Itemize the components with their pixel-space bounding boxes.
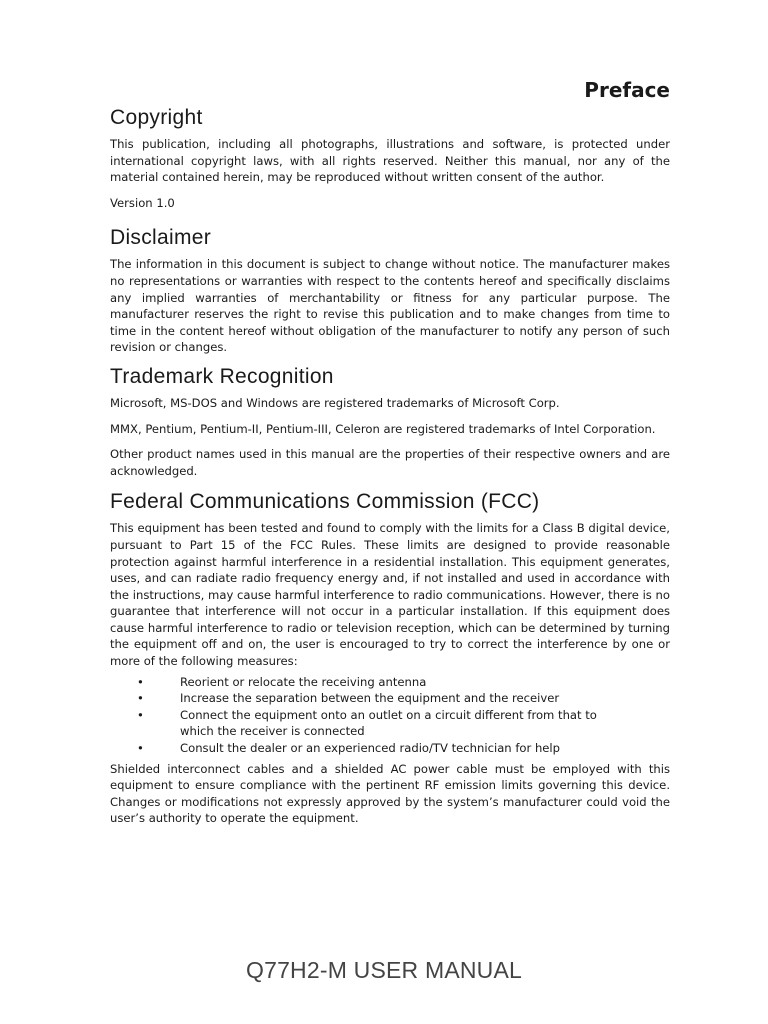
measure-text: Connect the equipment onto an outlet on a circuit different from that to xyxy=(180,707,597,722)
page-footer: Q77H2-M USER MANUAL xyxy=(245,957,523,983)
measure-text-continued: which the receiver is connected xyxy=(180,724,365,739)
bullet-icon: • xyxy=(137,674,144,689)
page-content xyxy=(110,78,670,836)
copyright-section xyxy=(110,106,670,211)
bullet-icon: • xyxy=(137,691,144,706)
list-item xyxy=(110,707,670,740)
page-title: Preface xyxy=(584,78,670,102)
copyright-heading: Copyright xyxy=(110,106,203,129)
fcc-heading: Federal Communications Commission (FCC) xyxy=(110,490,540,514)
measure-text: Reorient or relocate the receiving antenna xyxy=(180,674,427,689)
trademark-paragraph-3: Other product names used in this manual are the properties of their respective owners and are acknowledged. xyxy=(110,447,670,478)
trademark-heading: Trademark Recognition xyxy=(110,364,334,388)
measure-text: Increase the separation between the equipment and the receiver xyxy=(180,691,560,706)
trademark-paragraph-1: Microsoft, MS-DOS and Windows are registered trademarks of Microsoft Corp. xyxy=(110,395,560,410)
trademark-section xyxy=(110,365,670,479)
trademark-paragraph-2: MMX, Pentium, Pentium-II, Pentium-III, Celeron are registered trademarks of Intel Corporation. xyxy=(110,421,656,436)
fcc-body: This equipment has been tested and found to comply with the limits for a Class B digital device, pursuant to Part 15 of the FCC Rules. These limits are designed to provide reasonable protection against harmful interference in a residential installation. This equipment generates, uses, and can radiate radio frequency energy and, if not installed and used in accordance with the instructions, may cause harmful interference to radio communications. However, there is no guarantee that interference will not occur in a particular installation. If this equipment does cause harmful interference to radio or television reception, which can be determined by turning the equipment off and on, the user is encouraged to try to correct the interference by one or more of the following measures: xyxy=(110,521,670,669)
list-item xyxy=(110,690,670,707)
disclaimer-heading: Disclaimer xyxy=(110,226,212,250)
measure-text: Consult the dealer or an experienced radio/TV technician for help xyxy=(180,741,561,756)
fcc-measures-list xyxy=(110,674,670,757)
list-item xyxy=(110,740,670,757)
disclaimer-body: The information in this document is subject to change without notice. The manufacturer makes no representations or warranties with respect to the contents hereof and specifically disclaims any implied warranties of merchantability or fitness for any particular purpose. The manufacturer reserves the right to revise this publication and to make changes from time to time in the content hereof without obligation of the manufacturer to notify any person of such revision or changes. xyxy=(110,257,670,355)
list-item xyxy=(110,674,670,691)
fcc-section xyxy=(110,490,670,827)
disclaimer-section xyxy=(110,226,670,356)
bullet-icon: • xyxy=(137,707,144,722)
bullet-icon: • xyxy=(137,741,144,756)
fcc-closing: Shielded interconnect cables and a shielded AC power cable must be employed with this equipment to ensure compliance with the pertinent RF emission limits governing this device. Changes or modifications not expressly approved by the system’s manufacturer could void the user’s authority to operate the equipment. xyxy=(110,761,670,826)
version-text: Version 1.0 xyxy=(110,195,175,210)
copyright-body: This publication, including all photographs, illustrations and software, is protected under international copyright laws, with all rights reserved. Neither this manual, nor any of the material contained herein, may be reproduced without written consent of the author. xyxy=(110,137,670,185)
